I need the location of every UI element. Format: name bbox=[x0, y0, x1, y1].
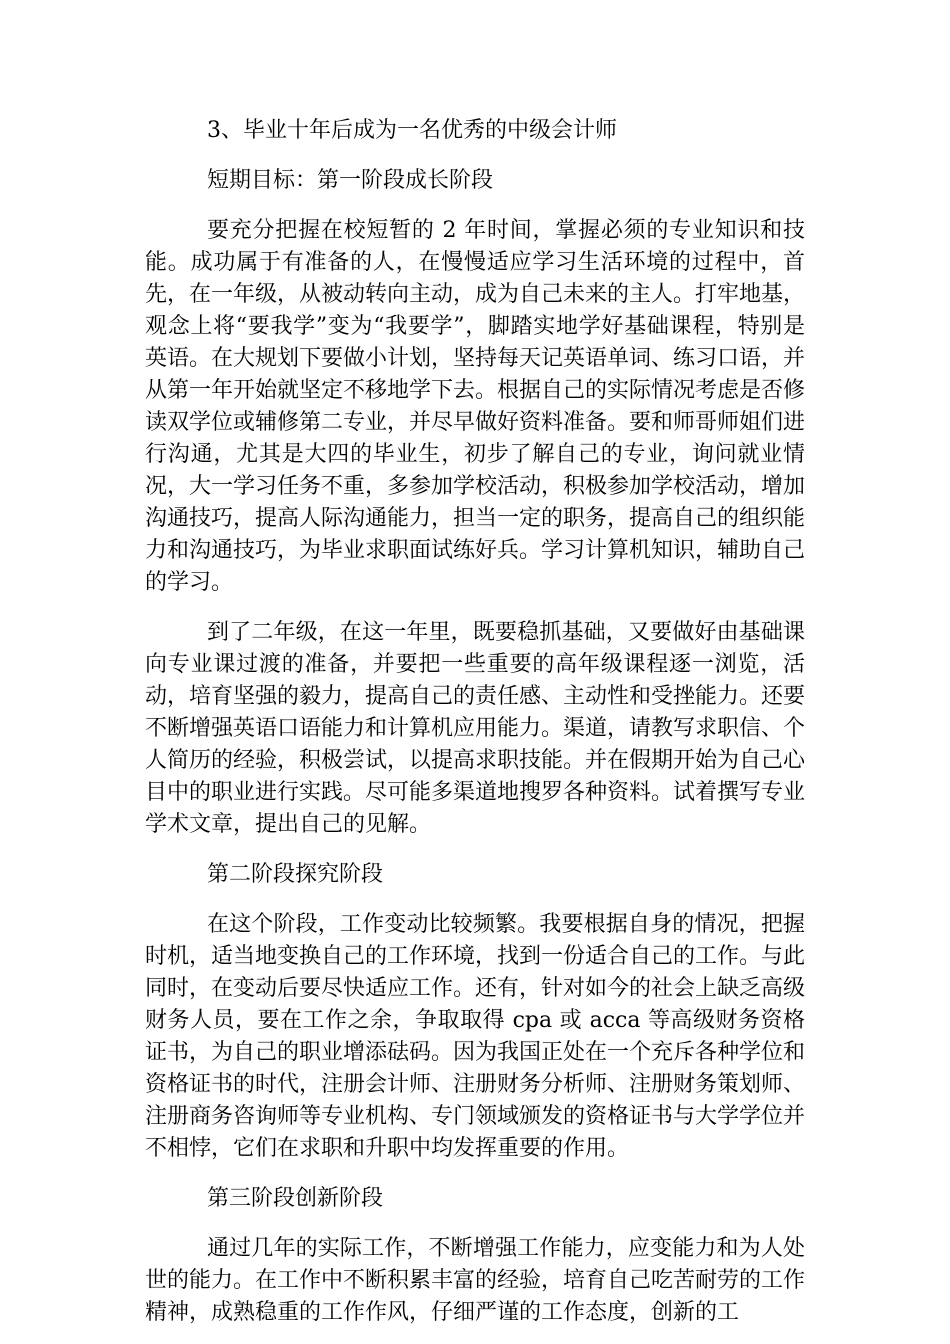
stage1-year1-paragraph: 要充分把握在校短暂的 2 年时间，掌握必须的专业知识和技能。成功属于有准备的人，在慢慢适应学习生活环境的过程中，首先，在一年级，从被动转向主动，成为自己未来的主人。打牢地基，观念上将“要我学”变为“我要学”，脚踏实地学好基础课程，特别是英语。在大规划下要做小计划，坚持每天记英语单词、练习口语，并从第一年开始就坚定不移地学下去。根据自己的实际情况考虑是否修读双学位或辅修第二专业，并尽早做好资料准备。要和师哥师姐们进行沟通，尤其是大四的毕业生，初步了解自己的专业，询问就业情况，大一学习任务不重，多参加学校活动，积极参加学校活动，增加沟通技巧，提高人际沟通能力，担当一定的职务，提高自己的组织能力和沟通技巧，为毕业求职面试练好兵。学习计算机知识，辅助自己的学习。 bbox=[145, 218, 806, 595]
paragraph-spacer bbox=[145, 891, 805, 909]
stage1-year2-paragraph: 到了二年级，在这一年里，既要稳抓基础，又要做好由基础课向专业课过渡的准备，并要把一些重要的高年级课程逐一浏览，活动，培育坚强的毅力，提高自己的责任感、主动性和受挫能力。还要不断增强英语口语能力和计算机应用能力。渠道，请教写求职信、个人简历的经验，积极尝试，以提高求职技能。并在假期开始为自己心目中的职业进行实践。尽可能多渠道地搜罗各种资料。试着撰写专业学术文章，提出自己的见解。 bbox=[145, 620, 806, 837]
paragraph-spacer bbox=[145, 1165, 805, 1183]
stage2-paragraph: 在这个阶段，工作变动比较频繁。我要根据自身的情况，把握时机，适当地变换自己的工作环境，找到一份适合自己的工作。与此同时，在变动后要尽快适应工作。还有，针对如今的社会上缺乏高级财务人员，要在工作之余，争取取得 cpa 或 acca 等高级财务资格证书，为自己的职业增添砝码。因为我国正处在一个充斥各种学位和资格证书的时代，注册会计师、注册财务分析师、注册财务策划师、注册商务咨询师等专业机构、专门领域颁发的资格证书与大学学位并不相悖，它们在求职和升职中均发挥重要的作用。 bbox=[145, 912, 806, 1161]
short-term-heading: 短期目标：第一阶段成长阶段 bbox=[207, 168, 494, 193]
paragraph-spacer bbox=[145, 841, 805, 859]
goal-heading: 3、毕业十年后成为一名优秀的中级会计师 bbox=[207, 118, 617, 143]
paragraph-spacer bbox=[145, 599, 805, 617]
document-body bbox=[145, 115, 805, 1329]
stage2-heading: 第二阶段探究阶段 bbox=[207, 862, 384, 887]
stage3-heading: 第三阶段创新阶段 bbox=[207, 1186, 384, 1211]
paragraph-spacer bbox=[145, 1215, 805, 1233]
stage3-paragraph: 通过几年的实际工作，不断增强工作能力，应变能力和为人处世的能力。在工作中不断积累丰富的经验，培育自己吃苦耐劳的工作精神，成熟稳重的工作作风，仔细严谨的工作态度，创新的工 bbox=[145, 1236, 806, 1325]
